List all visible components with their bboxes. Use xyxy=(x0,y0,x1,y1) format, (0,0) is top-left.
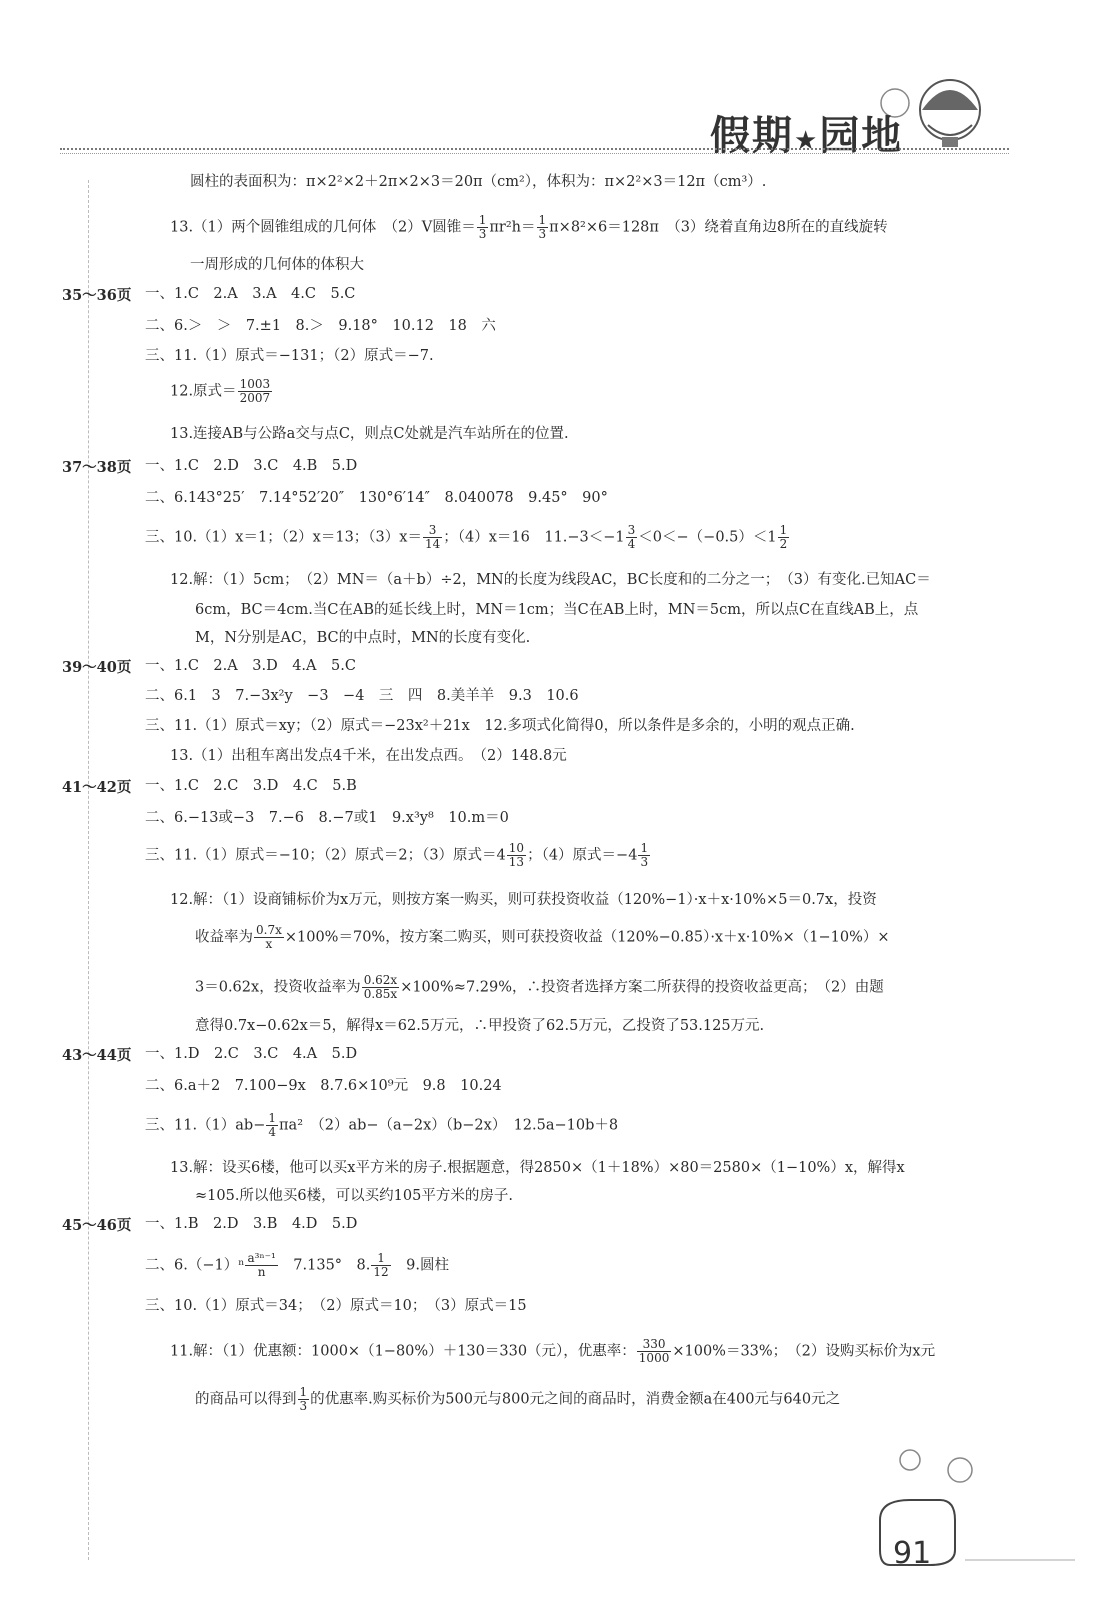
page-range-label: 43～44页 xyxy=(62,1047,132,1064)
answer-line: 三、11.（1）原式＝xy；（2）原式＝−23x²＋21x 12.多项式化简得0，所以条件是多余的，小明的观点正确. xyxy=(145,718,855,734)
answer-line: 一、1.B 2.D 3.B 4.D 5.D xyxy=(145,1216,358,1232)
page-range-label: 39～40页 xyxy=(62,659,132,676)
answer-line: 的商品可以得到 $\frac{1}{3}$ 的优惠率.购买标价为500元与800元之间的商品时，消费金额a在400元与640元之 xyxy=(195,1385,841,1413)
answer-line: 一、1.C 2.A 3.A 4.C 5.C xyxy=(145,286,356,302)
answer-line: 三、11.（1）原式＝−10；（2）原式＝2；（3）原式＝4 $\frac{10}{13}$ ；（4）原式＝−4 $\frac{1}{3}$ xyxy=(145,841,649,869)
answer-line: 二、6.143°25′ 7.14°52′20″ 130°6′14″ 8.040078 9.45° 90° xyxy=(145,490,608,506)
answer-line: 二、6.＞ ＞ 7.±1 8.＞ 9.18° 10.12 18 六 xyxy=(145,318,496,334)
answer-line: 三、11.（1）ab− $\frac{1}{4}$ πa² （2）ab−（a−2x）（b−2x） 12.5a−10b＋8 xyxy=(145,1111,619,1139)
answer-line: 二、6.−13或−3 7.−6 8.−7或1 9.x³y⁸ 10.m＝0 xyxy=(145,810,509,826)
header-divider xyxy=(60,148,1009,156)
answer-line: M，N分别是AC，BC的中点时，MN的长度有变化. xyxy=(195,630,531,646)
answer-line: 13.（1）两个圆锥组成的几何体 （2）V圆锥＝ $\frac{1}{3}$ πr²h＝ $\frac{1}{3}$ π×8²×6＝128π （3）绕着直角边8所在的直线旋转 xyxy=(170,213,888,241)
page-range-label: 35～36页 xyxy=(62,287,132,304)
answer-line: 收益率为 $\frac{0.7x}{x}$ ×100%＝70%，按方案二购买，则可获投资收益（120%−0.85）·x＋x·10%×（1−10%）× xyxy=(195,923,890,951)
answer-line: 11.解：（1）优惠额：1000×（1−80%）＋130＝330（元），优惠率： $\frac{330}{1000}$ ×100%＝33%； （2）设购买标价为x元 xyxy=(170,1337,936,1365)
answer-line: 二、6.1 3 7.−3x²y −3 −4 三 四 8.美羊羊 9.3 10.6 xyxy=(145,688,579,704)
answer-line: 3＝0.62x，投资收益率为 $\frac{0.62x}{0.85x}$ ×100%≈7.29%，∴投资者选择方案二所获得的投资收益更高； （2）由题 xyxy=(195,973,884,1001)
answer-line: 三、11.（1）原式＝−131；（2）原式＝−7. xyxy=(145,348,434,364)
page-number: 91 xyxy=(893,1536,932,1571)
answer-line: 12.原式＝ $\frac{1003}{2007}$ xyxy=(170,377,271,405)
page-range-label: 37～38页 xyxy=(62,459,132,476)
answer-line: 一周形成的几何体的体积大 xyxy=(190,257,364,273)
answer-line: 二、6.（−1）ⁿ $\frac{\text{a³ⁿ⁻¹}}{n}$ 7.135° 8. $\frac{1}{12}$ 9.圆柱 xyxy=(145,1251,450,1279)
answer-line: 13.（1）出租车离出发点4千米，在出发点西。 （2）148.8元 xyxy=(170,748,567,764)
binding-margin-line xyxy=(88,180,89,1560)
header-title: 假期★园地 xyxy=(710,113,904,159)
answer-line: 13.解：设买6楼，他可以买x平方米的房子.根据题意，得2850×（1＋18%）×80＝2580×（1−10%）x，解得x xyxy=(170,1160,905,1176)
answer-line: 一、1.C 2.A 3.D 4.A 5.C xyxy=(145,658,356,674)
answer-line: 6cm，BC＝4cm.当C在AB的延长线上时，MN＝1cm；当C在AB上时，MN＝5cm，所以点C在直线AB上，点 xyxy=(195,602,919,618)
answer-line: 二、6.a＋2 7.100−9x 8.7.6×10⁹元 9.8 10.24 xyxy=(145,1078,502,1094)
answer-line: 12.解：（1）5cm； （2）MN＝（a＋b）÷2，MN的长度为线段AC，BC长度和的二分之一； （3）有变化.已知AC＝ xyxy=(170,572,931,588)
answer-line: 一、1.C 2.C 3.D 4.C 5.B xyxy=(145,778,357,794)
page-range-label: 45～46页 xyxy=(62,1217,132,1234)
answer-line: 三、10.（1）原式＝34； （2）原式＝10； （3）原式＝15 xyxy=(145,1298,527,1314)
answer-line: 圆柱的表面积为：π×2²×2＋2π×2×3＝20π（cm²），体积为：π×2²×3＝12π（cm³）. xyxy=(190,174,767,190)
page-range-label: 41～42页 xyxy=(62,779,132,796)
answer-line: 一、1.C 2.D 3.C 4.B 5.D xyxy=(145,458,358,474)
answer-line: 12.解：（1）设商铺标价为x万元，则按方案一购买，则可获投资收益（120%−1）·x＋x·10%×5＝0.7x，投资 xyxy=(170,892,877,908)
answer-line: 一、1.D 2.C 3.C 4.A 5.D xyxy=(145,1046,358,1062)
answer-line: 13.连接AB与公路a交与点C，则点C处就是汽车站所在的位置. xyxy=(170,426,569,442)
answer-line: 意得0.7x−0.62x＝5，解得x＝62.5万元，∴甲投资了62.5万元，乙投资了53.125万元. xyxy=(195,1018,765,1034)
answer-line: ≈105.所以他买6楼，可以买约105平方米的房子. xyxy=(195,1188,513,1204)
answer-line: 三、10.（1）x＝1；（2）x＝13；（3）x＝ $\frac{3}{14}$ ；（4）x＝16 11.−3＜−1 $\frac{3}{4}$ ＜0＜−（−0.5）＜1 $\frac{1}{2}$ xyxy=(145,523,788,551)
